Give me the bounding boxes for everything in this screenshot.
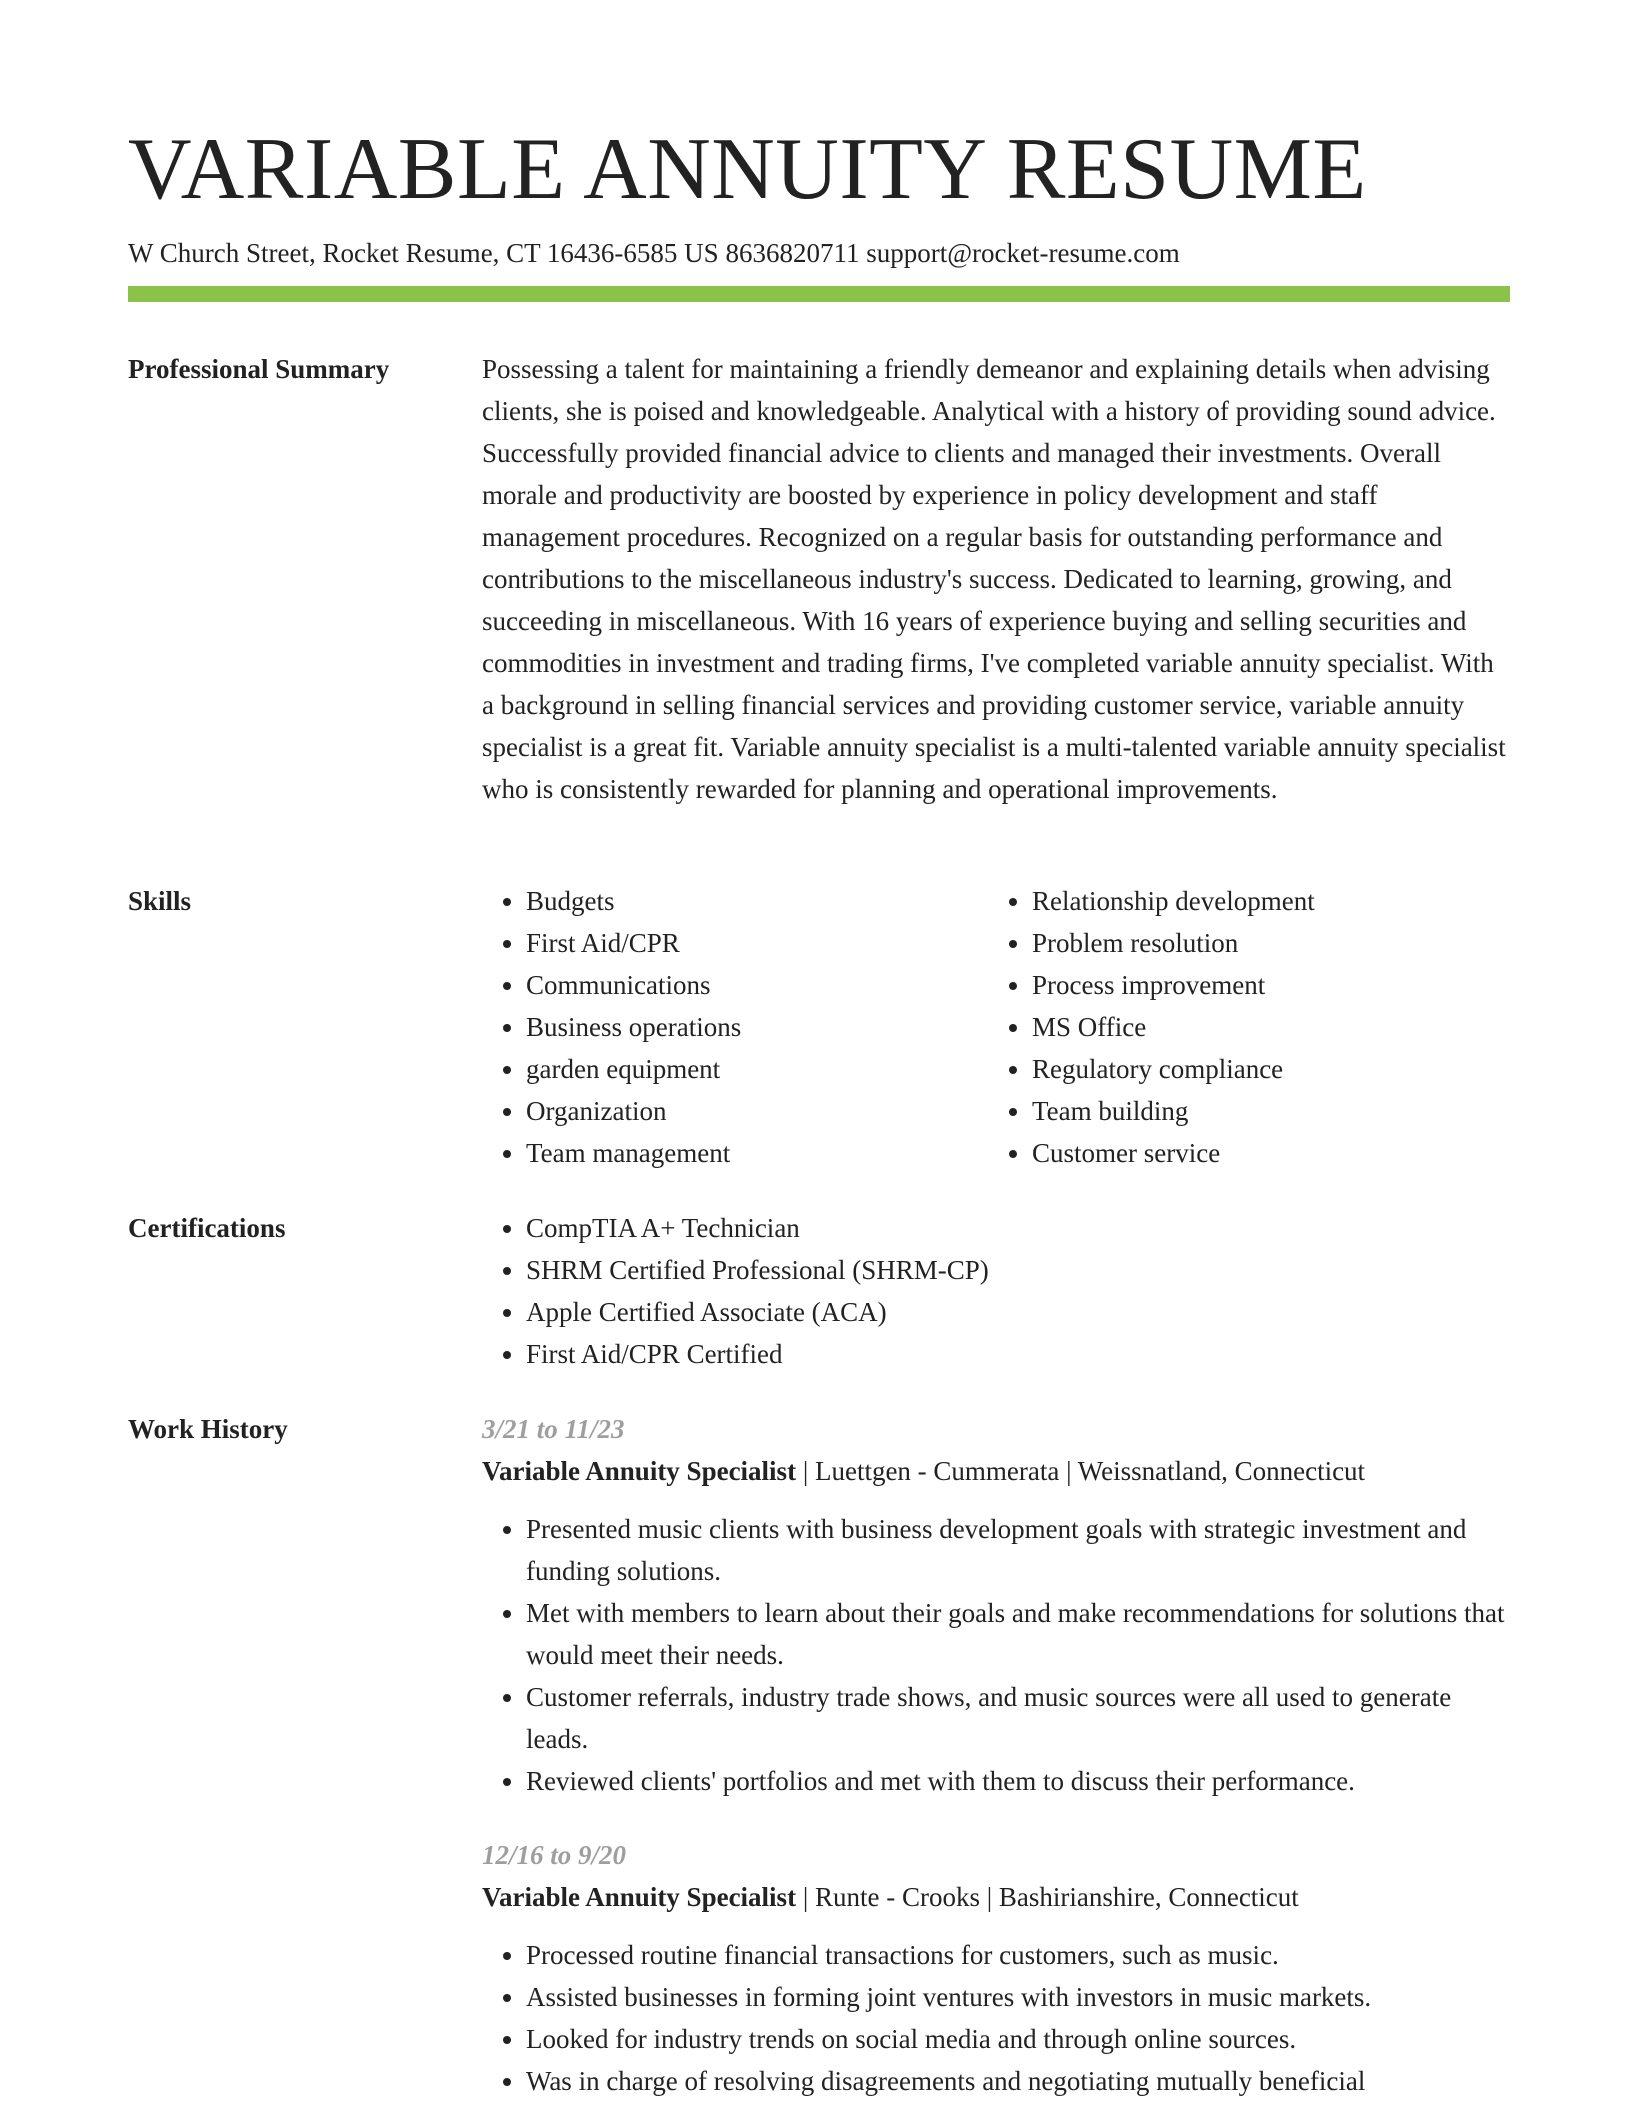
certification-item: • First Aid/CPR Certified xyxy=(526,1333,1510,1375)
skills-list-right xyxy=(988,880,1532,1174)
job-employer-location: | Luettgen - Cummerata | Weissnatland, Connecticut xyxy=(796,1456,1366,1486)
job-duty-item: • Looked for industry trends on social media and through online sources. xyxy=(526,2018,1510,2060)
skill-item: • Communications xyxy=(526,964,1026,1006)
skill-item: • Process improvement xyxy=(1032,964,1532,1006)
job-duty-item: • Presented music clients with business development goals with strategic investment and funding solutions. xyxy=(526,1508,1510,1592)
work-history-body xyxy=(482,1408,1510,2102)
skill-item: • MS Office xyxy=(1032,1006,1532,1048)
skill-item: • First Aid/CPR xyxy=(526,922,1026,964)
header-divider xyxy=(128,286,1510,302)
job-duty-item: • Met with members to learn about their goals and make recommendations for solutions that would meet their needs. xyxy=(526,1592,1510,1676)
skill-item: • Budgets xyxy=(526,880,1026,922)
job-duties-list xyxy=(482,1508,1510,1802)
skill-item: • Organization xyxy=(526,1090,1026,1132)
job-duties-list xyxy=(482,1934,1510,2102)
job-title: Variable Annuity Specialist xyxy=(482,1456,797,1486)
job-employer-location: | Runte - Crooks | Bashirianshire, Connecticut xyxy=(796,1882,1299,1912)
job-duty-item: • Processed routine financial transactions for customers, such as music. xyxy=(526,1934,1510,1976)
certification-item: • Apple Certified Associate (ACA) xyxy=(526,1291,1510,1333)
skill-item: • Regulatory compliance xyxy=(1032,1048,1532,1090)
resume-header xyxy=(128,118,1510,270)
certification-item: • CompTIA A+ Technician xyxy=(526,1207,1510,1249)
work-history-label: Work History xyxy=(128,1414,288,1444)
summary-label: Professional Summary xyxy=(128,354,390,384)
job-heading xyxy=(482,1450,1510,1492)
skills-label: Skills xyxy=(128,886,192,916)
skills-list-left xyxy=(482,880,1026,1174)
job-entry xyxy=(482,1408,1510,1802)
certifications-body xyxy=(482,1207,1510,1375)
job-duty-item: • Reviewed clients' portfolios and met with them to discuss their performance. xyxy=(526,1760,1510,1802)
skills-body xyxy=(482,880,1510,1180)
job-duty-item: • Was in charge of resolving disagreements and negotiating mutually beneficial xyxy=(526,2060,1510,2102)
skill-item: • Team building xyxy=(1032,1090,1532,1132)
summary-body xyxy=(482,348,1510,810)
job-heading xyxy=(482,1876,1510,1918)
summary-text: Possessing a talent for maintaining a friendly demeanor and explaining details when advising clients, she is poised and knowledgeable. Analytical with a history of providing sound advice. Successfully provided financial advice to clients and managed their investments. Overall morale and productivity are boosted by experience in policy development and staff management procedures. Recognized on a regular basis for outstanding performance and contributions to the miscellaneous industry's success. Dedicated to learning, growing, and succeeding in miscellaneous. With 16 years of experience buying and selling securities and commodities in investment and trading firms, I've completed variable annuity specialist. With a background in selling financial services and providing customer service, variable annuity specialist is a great fit. Variable annuity specialist is a multi-talented variable annuity specialist who is consistently rewarded for planning and operational improvements. xyxy=(482,354,1506,804)
skill-item: • Relationship development xyxy=(1032,880,1532,922)
job-duty-item: • Assisted businesses in forming joint ventures with investors in music markets. xyxy=(526,1976,1510,2018)
resume-title: VARIABLE ANNUITY RESUME xyxy=(128,121,1367,218)
job-duty-item: • Customer referrals, industry trade shows, and music sources were all used to generate leads. xyxy=(526,1676,1510,1760)
skill-item: • Problem resolution xyxy=(1032,922,1532,964)
certifications-label: Certifications xyxy=(128,1213,286,1243)
certification-item: • SHRM Certified Professional (SHRM-CP) xyxy=(526,1249,1510,1291)
skill-item: • Customer service xyxy=(1032,1132,1532,1174)
job-entry xyxy=(482,1834,1510,2102)
skill-item: • Team management xyxy=(526,1132,1026,1174)
job-title: Variable Annuity Specialist xyxy=(482,1882,797,1912)
skill-item: • garden equipment xyxy=(526,1048,1026,1090)
skill-item: • Business operations xyxy=(526,1006,1026,1048)
contact-info: W Church Street, Rocket Resume, CT 16436-6585 US 8636820711 support@rocket-resume.com xyxy=(128,238,1180,268)
job-dates: 3/21 to 11/23 xyxy=(482,1414,625,1444)
job-dates: 12/16 to 9/20 xyxy=(482,1840,627,1870)
certifications-list xyxy=(482,1207,1510,1375)
